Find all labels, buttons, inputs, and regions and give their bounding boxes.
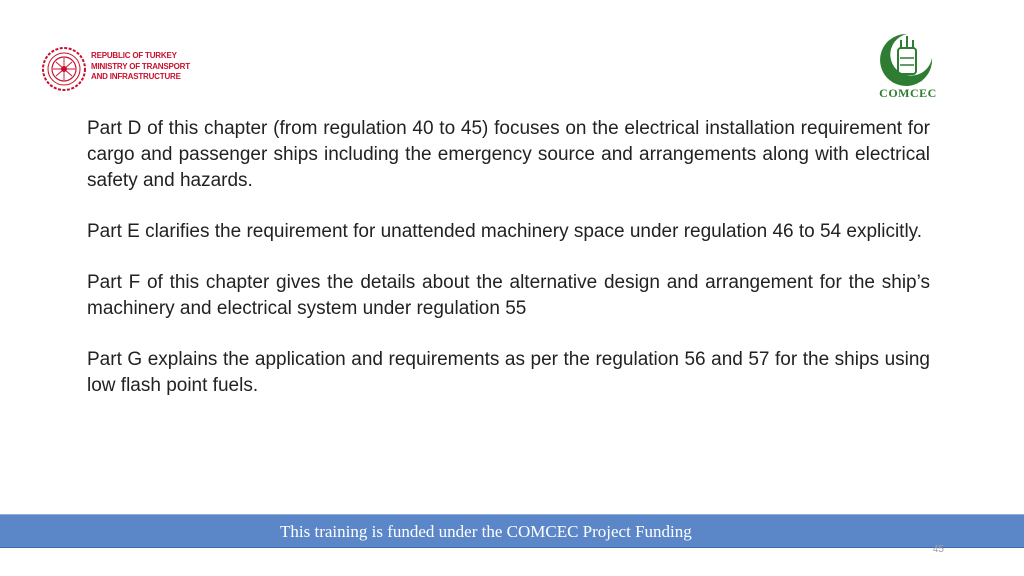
footer-bar xyxy=(0,514,1024,548)
slide-body xyxy=(87,116,930,424)
funding-notice: This training is funded under the COMCEC Project Funding xyxy=(280,522,692,541)
paragraph-part-e: Part E clarifies the requirement for unattended machinery space under regulation 46 to 54 explicitly. xyxy=(87,221,923,242)
ministry-line-2: MINISTRY OF TRANSPORT xyxy=(91,61,190,71)
paragraph-part-g: Part G explains the application and requirements as per the regulation 56 and 57 for the ships using low flash point fuels. xyxy=(87,349,930,396)
paragraph-part-d: Part D of this chapter (from regulation 40 to 45) focuses on the electrical installation requirement for cargo and passenger ships including the emergency source and arrangements along with electrical safety and hazards. xyxy=(87,118,930,191)
comcec-brand-name: COMCEC xyxy=(879,86,937,100)
paragraph-part-f: Part F of this chapter gives the details about the alternative design and arrangement for the ship’s machinery and electrical system under regulation 55 xyxy=(87,272,930,319)
ministry-logo xyxy=(40,40,190,98)
comcec-logo xyxy=(872,30,944,102)
comcec-emblem-icon xyxy=(874,30,940,90)
ministry-line-1: REPUBLIC OF TURKEY xyxy=(91,51,177,60)
comcec-ring-text: Cooperation for Development xyxy=(880,65,932,88)
page-number: 45 xyxy=(932,544,944,555)
ministry-line-3: AND INFRASTRUCTURE xyxy=(91,72,181,81)
ministry-seal-icon xyxy=(40,40,88,98)
